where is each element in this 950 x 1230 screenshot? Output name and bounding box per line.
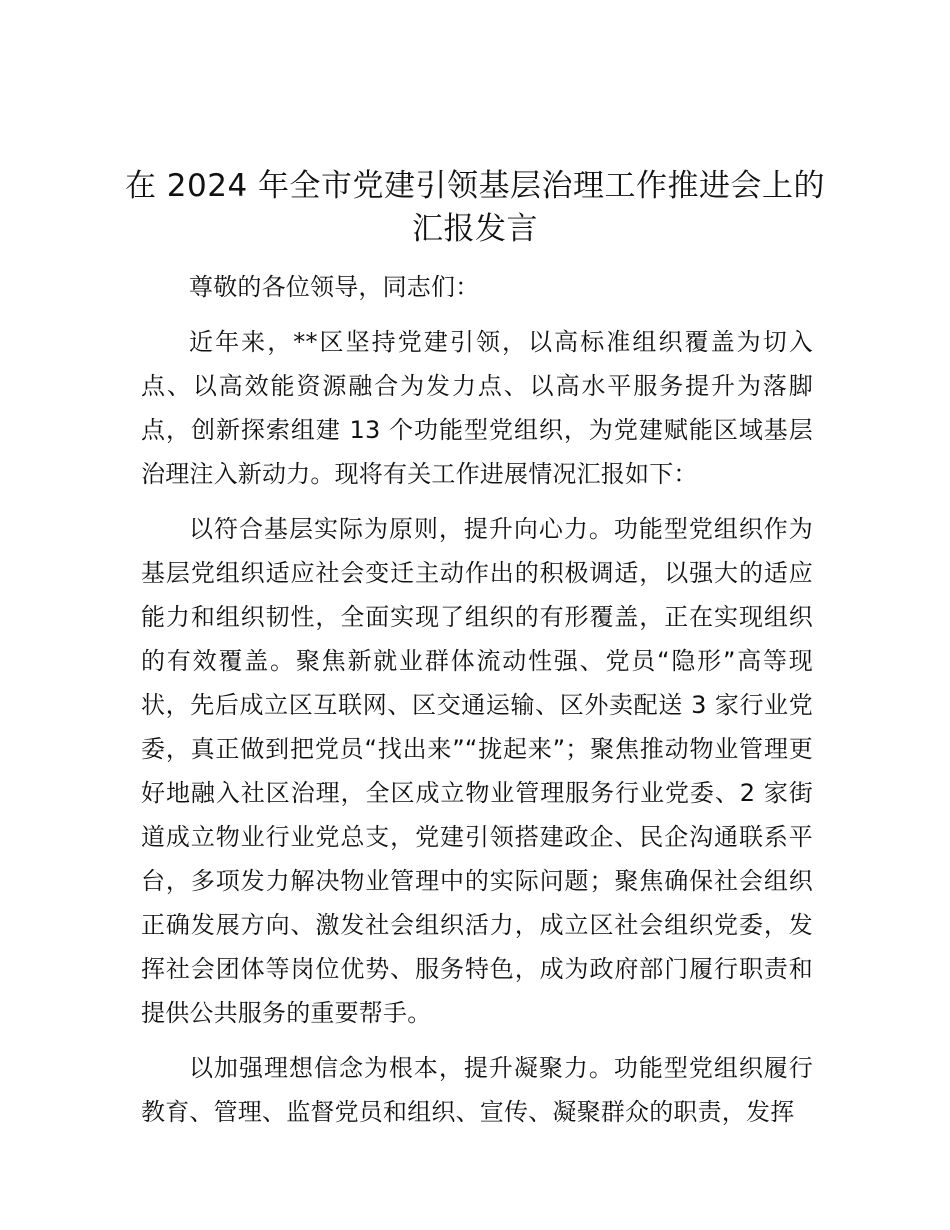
section-paragraph-centripetal-force: 以符合基层实际为原则，提升向心力。功能型党组织作为基层党组织适应社会变迁主动作出的积极调适，以强大的适应能力和组织韧性，全面实现了组织的有形覆盖，正在实现组织的有效覆盖。聚焦新就业群体流动性强、党员“隐形”高等现状，先后成立区互联网、区交通运输、区外卖配送 3 家行业党委，真正做到把党员“找出来”“拢起来”；聚焦推动物业管理更好地融入社区治理，全区成立物业管理服务行业党委、2 家街道成立物业行业党总支，党建引领搭建政企、民企沟通联系平台，多项发力解决物业管理中的实际问题；聚焦确保社会组织正确发展方向、激发社会组织活力，成立区社会组织党委，发挥社会团体等岗位优势、服务特色，成为政府部门履行职责和提供公共服务的重要帮手。	[141, 515, 813, 1027]
section-paragraph-cohesion: 以加强理想信念为根本，提升凝聚力。功能型党组织履行教育、管理、监督党员和组织、宣传、凝聚群众的职责，发挥	[141, 1054, 813, 1126]
document-body	[141, 265, 813, 1134]
document-title: 在 2024 年全市党建引领基层治理工作推进会上的汇报发言	[124, 168, 826, 247]
intro-paragraph: 近年来，**区坚持党建引领，以高标准组织覆盖为切入点、以高效能资源融合为发力点、以高水平服务提升为落脚点，创新探索组建 13 个功能型党组织，为党建赋能区域基层治理注入新动力。现将有关工作进展情况汇报如下：	[141, 328, 813, 488]
greeting-paragraph: 尊敬的各位领导，同志们：	[189, 273, 480, 301]
